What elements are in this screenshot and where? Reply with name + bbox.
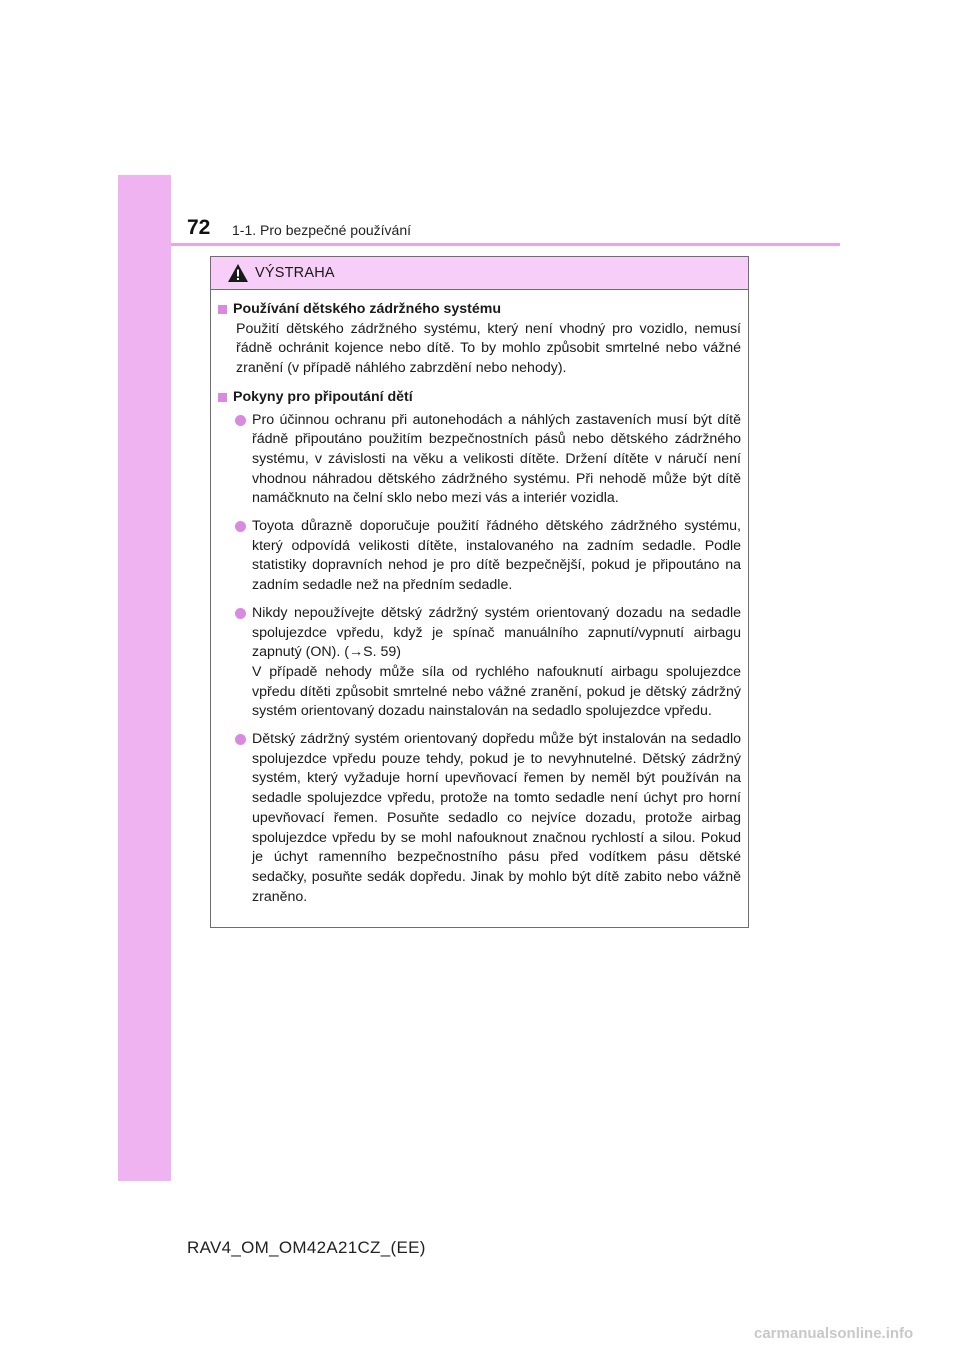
list-item <box>235 604 741 722</box>
warning-box <box>210 256 749 928</box>
section-heading <box>218 388 741 408</box>
round-bullet-icon <box>235 521 246 532</box>
list-item-text: Pro účinnou ochranu při autonehodách a náhlých zastaveních musí být dítě řádně připoutáno použitím bezpečnostních pásů nebo dětského zádržného systému, v závislosti na věku a velikosti dítěte. Držení dítěte v náručí není vhodnou náhradou dětského zádržného systému. Při nehodě může být dítě namáčknuto na čelní sklo nebo mezi vás a interiér vozidla. <box>252 411 741 507</box>
footer-doc-code: RAV4_OM_OM42A21CZ_(EE) <box>187 1238 426 1257</box>
section-child-restraint-instructions <box>218 388 741 908</box>
warning-triangle-icon <box>227 263 249 283</box>
warning-header <box>211 257 748 290</box>
list-item-text: Toyota důrazně doporučuje použití řádného dětského zádržného systému, který odpovídá velikosti dítěte, instalovaného na zadním sedadle. Podle statistiky dopravních nehod je pro dítě bezpečnější, pokud je připoutáno na zadním sedadle než na předním sedadle. <box>252 518 741 594</box>
list-item-text <box>252 604 741 722</box>
section-heading <box>218 300 741 320</box>
list-item-text-line: V případě nehody může síla od rychlého nafouknutí airbagu spolujezdce vpředu dítěti způsobit smrtelné nebo vážné zranění, pokud je dětský zádržný systém orientovaný dozadu nainstalován na sedadlo spolujezdce vpředu. <box>252 663 741 720</box>
round-bullet-icon <box>235 415 246 426</box>
page-number: 72 <box>187 216 211 239</box>
section-paragraph: Použití dětského zádržného systému, který není vhodný pro vozidlo, nemusí řádně ochránit kojence nebo dítě. To by mohlo způsobit smrtelné nebo vážné zranění (v případě náhlého zabrzdění nebo nehody). <box>236 320 741 377</box>
section-child-seat-use <box>218 300 741 379</box>
warning-body <box>211 290 748 907</box>
list-item <box>235 517 741 596</box>
list-item <box>235 411 741 510</box>
header-rule <box>171 243 840 246</box>
side-strip <box>118 175 171 1181</box>
round-bullet-icon <box>235 734 246 745</box>
list-item-text: Dětský zádržný systém orientovaný dopředu může být instalován na sedadlo spolujezdce vpředu pouze tehdy, pokud je to nevyhnutelné. Dětský zádržný systém, který vyžaduje horní upevňovací řemen by neměl být používán na sedadle spolujezdce vpředu, protože na tomto sedadle není úchyt pro horní upevňovací řemen. Posuňte sedadlo co nejvíce dozadu, protože airbag spolujezdce vpředu by se mohl nafouknout značnou rychlostí a silou. Pokud je úchyt ramenního bezpečnostního pásu před vodítkem pásu dětské sedačky, posuňte sedák dopředu. Jinak by mohlo být dítě zabito nebo vážně zraněno. <box>252 731 741 905</box>
round-bullet-icon <box>235 608 246 619</box>
watermark: carmanualsonline.info <box>754 1325 914 1342</box>
square-bullet-icon <box>218 393 227 402</box>
list-item <box>235 730 741 907</box>
section-heading-text: Používání dětského zádržného systému <box>233 301 502 317</box>
section-title: 1-1. Pro bezpečné používání <box>232 222 412 238</box>
list-item-text-line: Nikdy nepoužívejte dětský zádržný systém orientovaný dozadu na sedadle spolujezdce vpředu, když je spínač manuálního zapnutí/vypnutí airbagu zapnutý (ON). (→S. 59) <box>252 604 741 661</box>
square-bullet-icon <box>218 305 227 314</box>
warning-title: VÝSTRAHA <box>255 265 335 281</box>
section-heading-text: Pokyny pro připoutání dětí <box>233 388 413 405</box>
